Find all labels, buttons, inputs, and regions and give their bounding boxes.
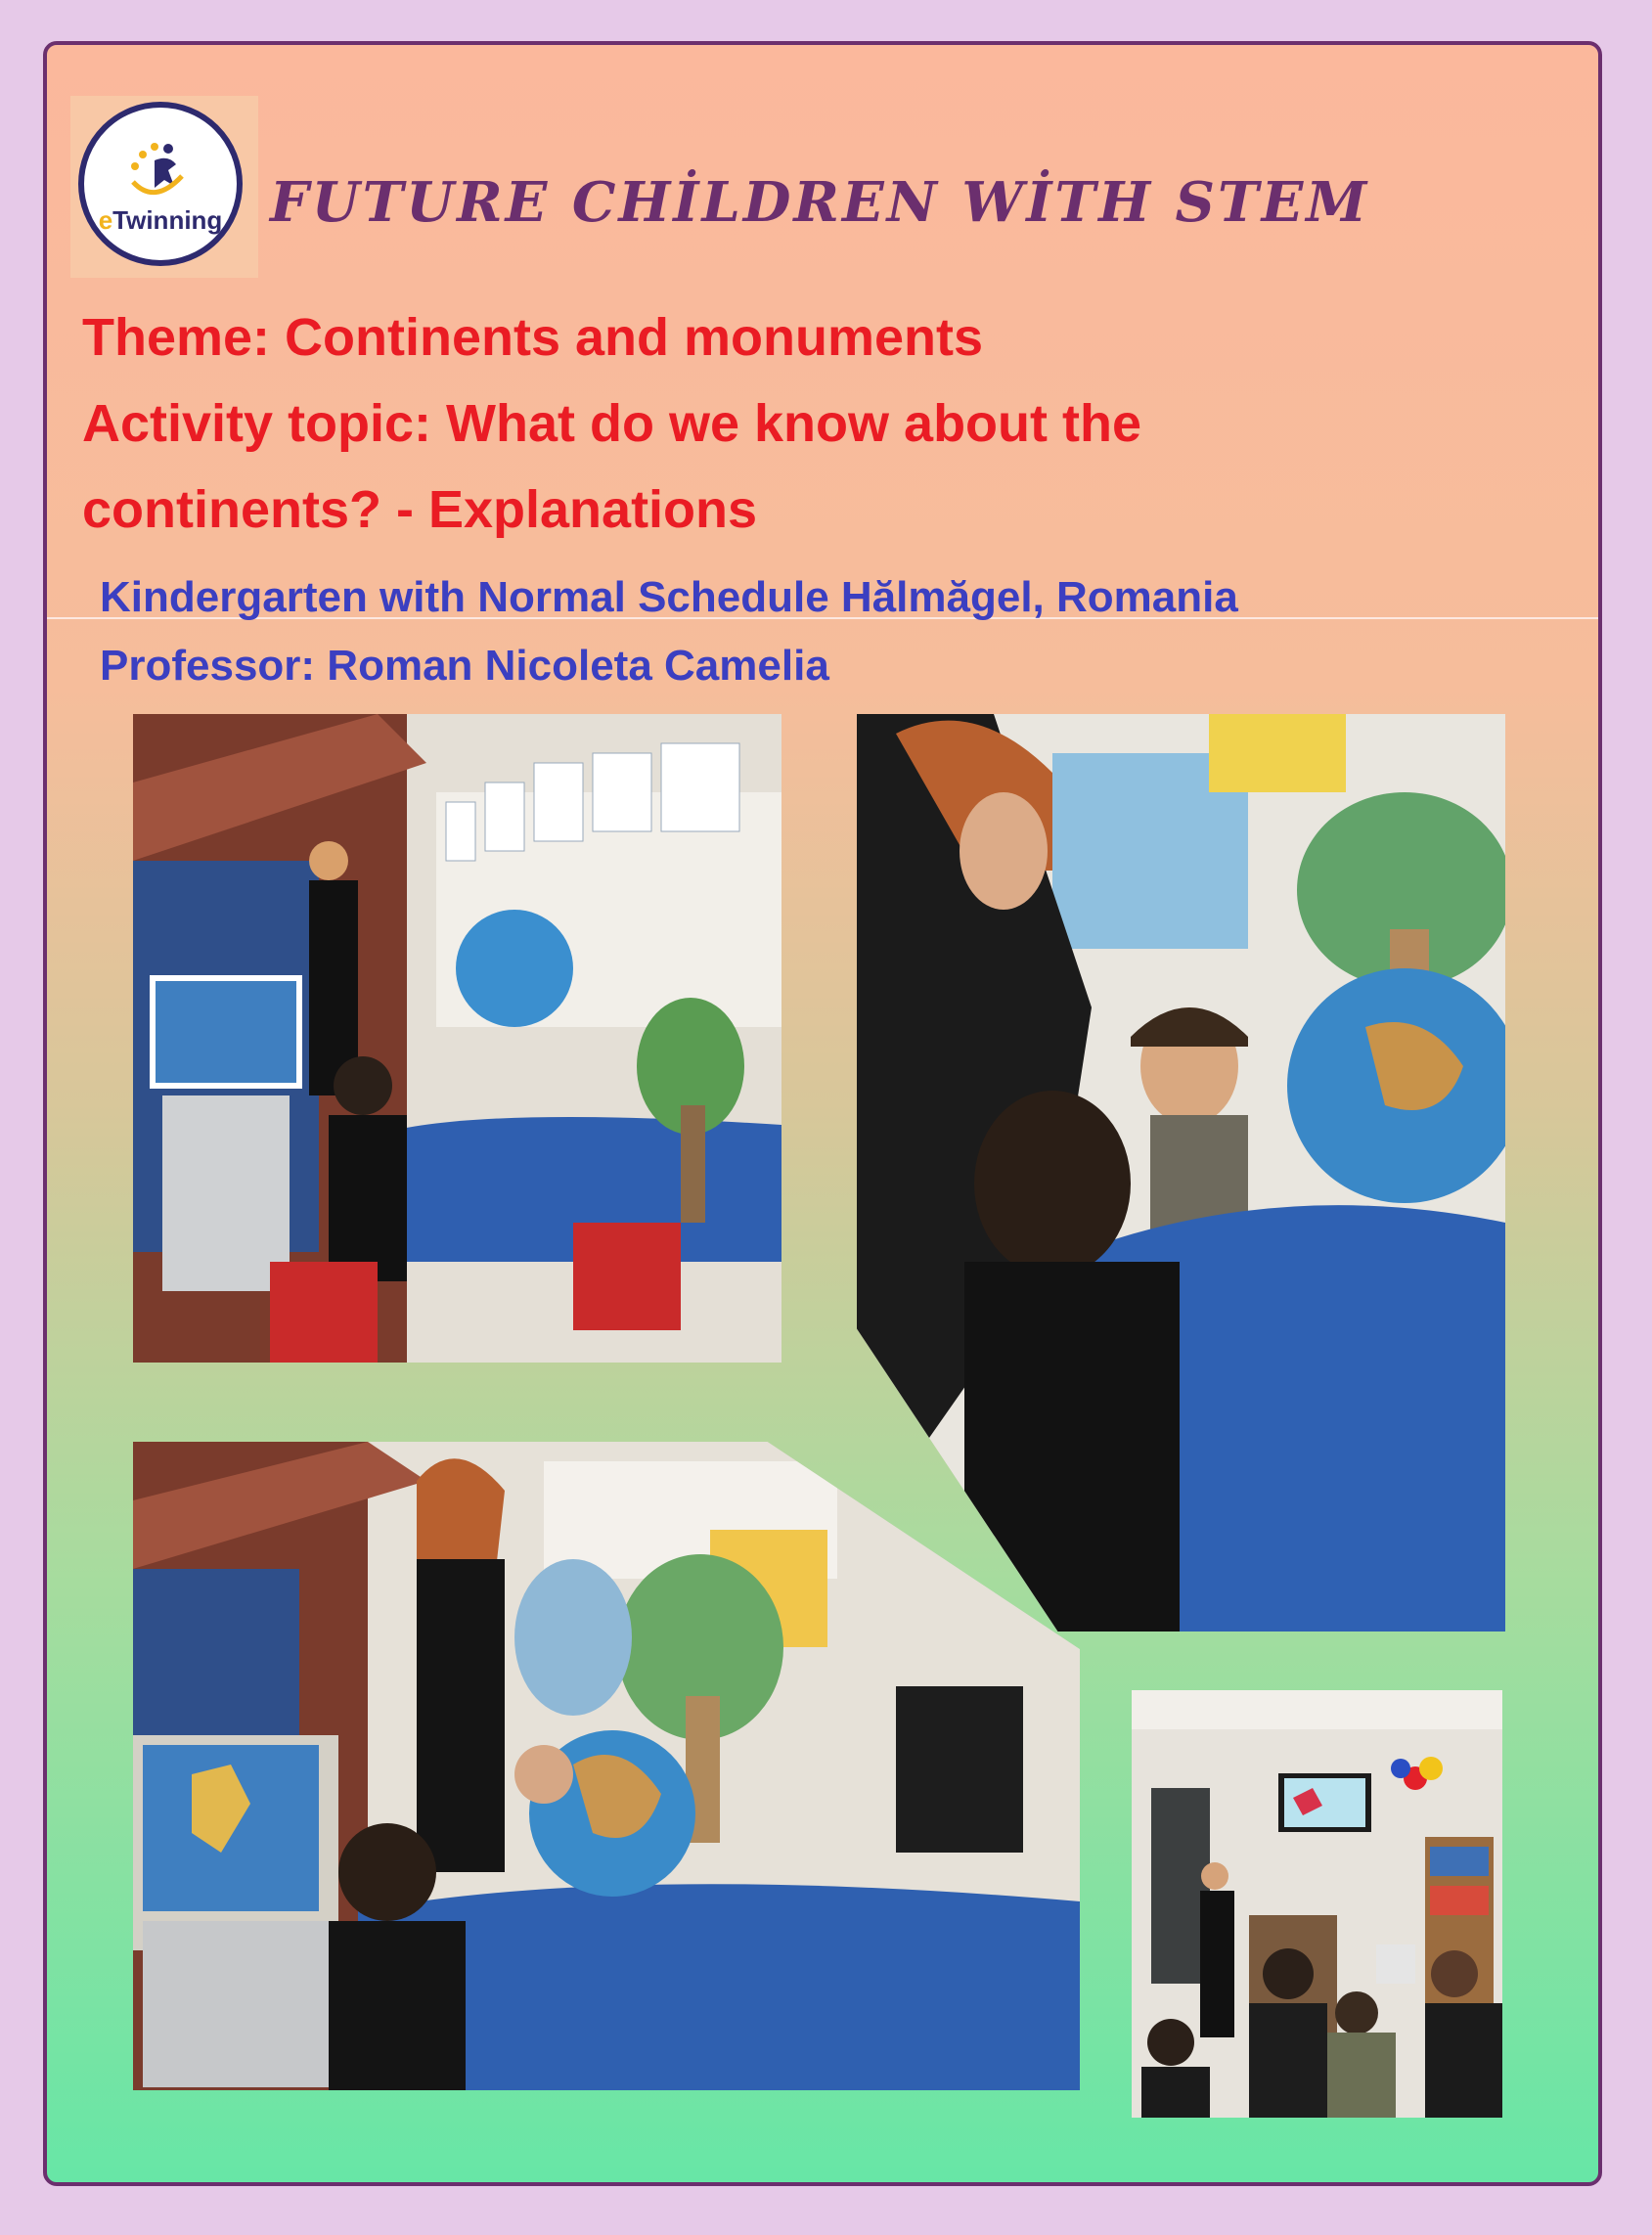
photo-teacher-globe-classroom <box>133 714 781 1363</box>
kindergarten-line: Kindergarten with Normal Schedule Hălmăgel, Romania <box>100 573 1238 621</box>
poster <box>43 41 1602 2186</box>
stars-figure-icon <box>125 137 203 205</box>
etwinning-logo <box>70 96 258 278</box>
theme-line: Theme: Continents and monuments <box>82 308 984 367</box>
project-title: FUTURE CHİLDREN WİTH STEM <box>270 170 1370 235</box>
photo-children-screen-presentation <box>1132 1690 1502 2118</box>
logo-circle <box>78 102 243 266</box>
activity-line-1: Activity topic: What do we know about the <box>82 394 1142 453</box>
professor-line: Professor: Roman Nicoleta Camelia <box>100 642 829 690</box>
logo-text: eTwinning <box>98 205 223 235</box>
activity-line-2: continents? - Explanations <box>82 480 758 539</box>
photo-teacher-pointing-globe <box>857 714 1505 1632</box>
photo-teacher-map-explanation <box>133 1442 1080 2090</box>
